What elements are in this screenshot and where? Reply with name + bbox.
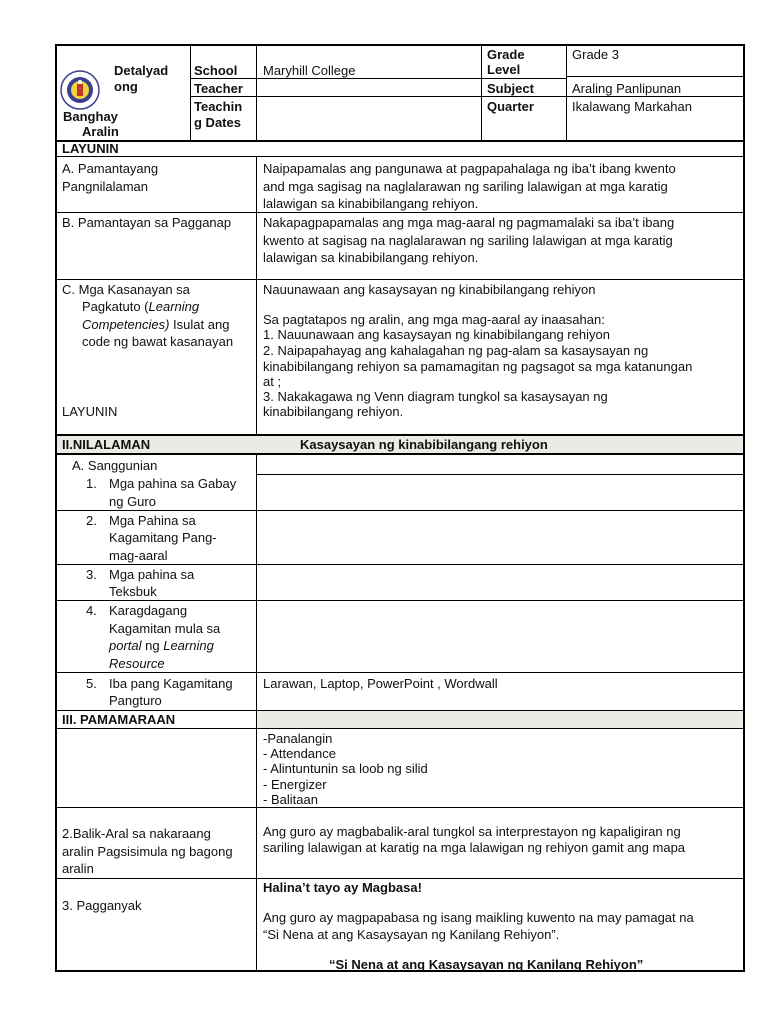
rule bbox=[56, 672, 744, 673]
nilalaman-heading: II.NILALAMAN bbox=[62, 437, 151, 452]
pamamaraan-heading: III. PAMAMARAAN bbox=[62, 712, 176, 727]
item2-line-1: Mga Pahina sa bbox=[109, 513, 196, 528]
routine-4: - Energizer bbox=[263, 777, 327, 792]
rule bbox=[481, 45, 482, 141]
grade-label-2: Level bbox=[487, 62, 521, 77]
c-label-2 bbox=[82, 298, 199, 315]
c-value-5: kinabibilangang rehiyon sa pamamagitan ng pagsagot sa mga katanungan bbox=[263, 359, 693, 374]
subject-label: Subject bbox=[487, 81, 534, 96]
quarter-label: Quarter bbox=[487, 99, 534, 114]
rule bbox=[256, 455, 257, 971]
c-value-6: at ; bbox=[263, 374, 282, 389]
rule bbox=[56, 728, 744, 729]
c-value-1: Nauunawaan ang kasaysayan ng kinabibilangang rehiyon bbox=[263, 282, 596, 297]
rule bbox=[56, 140, 744, 142]
b-label: B. Pamantayan sa Pagganap bbox=[62, 215, 232, 230]
c-value-2: Sa pagtatapos ng aralin, ang mga mag-aaral ay inaasahan: bbox=[263, 312, 605, 327]
item5-value: Larawan, Laptop, PowerPoint , Wordwall bbox=[263, 676, 498, 691]
a-label-2: Pangnilalaman bbox=[62, 179, 149, 194]
rule bbox=[56, 564, 744, 565]
c-label-4: code ng bawat kasanayan bbox=[82, 334, 234, 349]
item5-line-2: Pangturo bbox=[109, 693, 162, 708]
item2-number: 2. bbox=[86, 513, 97, 528]
item4-line-2: Kagamitan mula sa bbox=[109, 621, 221, 636]
dates-label-2: g Dates bbox=[194, 115, 241, 130]
review-label-1: 2.Balik-Aral sa nakaraang bbox=[62, 826, 211, 841]
title-line-4: Aralin bbox=[82, 124, 119, 139]
c-label-5: LAYUNIN bbox=[62, 404, 118, 419]
c-label-3b: Isulat ang bbox=[169, 317, 230, 332]
rule bbox=[256, 45, 257, 141]
motivation-label: 3. Pagganyak bbox=[62, 898, 142, 913]
quarter-value: Ikalawang Markahan bbox=[572, 99, 692, 114]
item4-line-3c: Learning bbox=[163, 638, 214, 653]
school-value: Maryhill College bbox=[263, 63, 356, 78]
item3-number: 3. bbox=[86, 567, 97, 582]
a-label-1: A. Pamantayang bbox=[62, 161, 159, 176]
subject-value: Araling Panlipunan bbox=[572, 81, 682, 96]
routine-2: - Attendance bbox=[263, 746, 336, 761]
routine-1: -Panalangin bbox=[263, 731, 333, 746]
rule bbox=[56, 600, 744, 601]
item3-line-2: Teksbuk bbox=[109, 584, 157, 599]
rule bbox=[566, 76, 744, 77]
item2-line-2: Kagamitang Pang- bbox=[109, 530, 217, 545]
rule bbox=[256, 156, 257, 435]
rule bbox=[56, 453, 744, 455]
c-label-2b: Learning bbox=[148, 299, 200, 314]
c-label-1: C. Mga Kasanayan sa bbox=[62, 282, 190, 297]
b-value-2: kwento at sagisag na naglalarawan ng sariling lalawigan at mga karatig bbox=[263, 233, 673, 248]
item2-line-3: mag-aaral bbox=[109, 548, 168, 563]
layunin-heading: LAYUNIN bbox=[62, 141, 119, 156]
teacher-label: Teacher bbox=[194, 81, 243, 96]
item5-line-1: Iba pang Kagamitang bbox=[109, 676, 233, 691]
sanggunian-label: A. Sanggunian bbox=[72, 458, 158, 473]
rule bbox=[56, 156, 744, 157]
review-label-3: aralin bbox=[62, 861, 94, 876]
b-value-1: Nakapagpapamalas ang mga mag-aaral ng pagmamalaki sa iba’t ibang bbox=[263, 215, 675, 230]
title-line-1: Detalyad bbox=[114, 63, 169, 78]
rule bbox=[56, 212, 744, 213]
item4-line-3a: portal bbox=[109, 638, 142, 653]
b-value-3: lalawigan sa kinabibilangang rehiyon. bbox=[263, 250, 479, 265]
a-value-1: Naipapamalas ang pangunawa at pagpapahalaga ng iba’t ibang kwento bbox=[263, 161, 676, 176]
c-value-8: kinabibilangang rehiyon. bbox=[263, 404, 404, 419]
routine-3: - Alintuntunin sa loob ng silid bbox=[263, 761, 428, 776]
c-value-7: 3. Nakakagawa ng Venn diagram tungkol sa kasaysayan ng bbox=[263, 389, 608, 404]
rule bbox=[56, 807, 744, 808]
item3-line-1: Mga pahina sa bbox=[109, 567, 195, 582]
item1-number: 1. bbox=[86, 476, 97, 491]
c-value-3: 1. Nauunawaan ang kasaysayan ng kinabibilangang rehiyon bbox=[263, 327, 610, 342]
c-label-2a: Pagkatuto ( bbox=[82, 299, 149, 314]
c-label-3a: Competencies) bbox=[82, 317, 170, 332]
c-label-3 bbox=[82, 316, 229, 333]
item1-line-1: Mga pahina sa Gabay bbox=[109, 476, 237, 491]
rule bbox=[56, 279, 744, 280]
item4-line-1: Karagdagang bbox=[109, 603, 188, 618]
nilalaman-topic: Kasaysayan ng kinabibilangang rehiyon bbox=[300, 437, 548, 452]
item1-line-2: ng Guro bbox=[109, 494, 156, 509]
title-line-2: ong bbox=[114, 79, 138, 94]
rule bbox=[566, 45, 567, 141]
item4-number: 4. bbox=[86, 603, 97, 618]
review-label-2: aralin Pagsisimula ng bagong bbox=[62, 844, 233, 859]
motivation-title: Halina’t tayo ay Magbasa! bbox=[263, 880, 422, 895]
rule bbox=[257, 474, 744, 475]
motivation-value-2: “Si Nena at ang Kasaysayan ng Kanilang Rehiyon”. bbox=[263, 927, 560, 942]
a-value-2: and mga sagisag na naglalarawan ng sariling lalawigan at mga karatig bbox=[263, 179, 668, 194]
dates-label-1: Teachin bbox=[194, 99, 243, 114]
routine-5: - Balitaan bbox=[263, 792, 318, 807]
rule bbox=[56, 510, 744, 511]
title-line-3: Banghay bbox=[63, 109, 118, 124]
grade-label-1: Grade bbox=[487, 47, 525, 62]
item5-number: 5. bbox=[86, 676, 97, 691]
item4-line-4: Resource bbox=[109, 656, 165, 671]
review-value-1: Ang guro ay magbabalik-aral tungkol sa interprestayon ng kapaligiran ng bbox=[263, 824, 681, 839]
rule bbox=[190, 78, 566, 79]
deped-seal-icon bbox=[60, 70, 100, 110]
story-title: “Si Nena at ang Kasaysayan ng Kanilang Rehiyon” bbox=[329, 957, 644, 972]
c-value-4: 2. Naipapahayag ang kahalagahan ng pag-alam sa kasaysayan ng bbox=[263, 343, 649, 358]
rule bbox=[190, 45, 191, 141]
review-value-2: sariling lalawigan at karatig na mga lalawigan ng rehiyon gamit ang mapa bbox=[263, 840, 686, 855]
grade-value: Grade 3 bbox=[572, 47, 619, 62]
item4-line-3 bbox=[109, 637, 214, 654]
item4-line-3b: ng bbox=[141, 638, 164, 653]
motivation-value-1: Ang guro ay magpapabasa ng isang maikling kuwento na may pamagat na bbox=[263, 910, 694, 925]
a-value-3: lalawigan sa kinabibilangang rehiyon. bbox=[263, 196, 479, 211]
school-label: School bbox=[194, 63, 238, 78]
